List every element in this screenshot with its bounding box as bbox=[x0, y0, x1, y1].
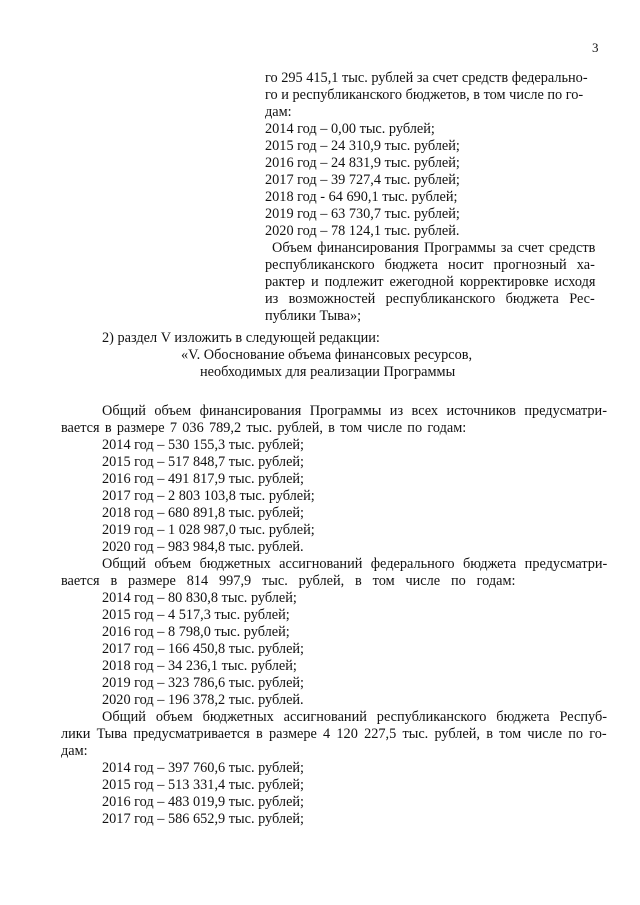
section-heading-line-2: необходимых для реализации Программы bbox=[200, 364, 456, 380]
body-line-9: 2020 год – 983 984,8 тыс. рублей. bbox=[102, 539, 304, 555]
top-line-10: 2020 год – 78 124,1 тыс. рублей. bbox=[265, 223, 460, 239]
top-line-14: из возможностей республиканского бюджета Рес- bbox=[265, 291, 595, 307]
body-line-2: вается в размере 7 036 789,2 тыс. рублей, в том числе по годам: bbox=[61, 420, 467, 436]
top-line-6: 2016 год – 24 831,9 тыс. рублей; bbox=[265, 155, 460, 171]
body-line-8: 2019 год – 1 028 987,0 тыс. рублей; bbox=[102, 522, 315, 538]
body-line-10: Общий объем бюджетных ассигнований федерального бюджета предусматри- bbox=[102, 556, 608, 572]
top-line-12: республиканского бюджета носит прогнозный ха- bbox=[265, 257, 595, 273]
body-line-15: 2017 год – 166 450,8 тыс. рублей; bbox=[102, 641, 305, 657]
amendment-line: 2) раздел V изложить в следующей редакции: bbox=[102, 330, 380, 346]
top-line-8: 2018 год - 64 690,1 тыс. рублей; bbox=[265, 189, 458, 205]
body-line-1: Общий объем финансирования Программы из всех источников предусматри- bbox=[102, 403, 607, 419]
body-line-21: дам: bbox=[61, 743, 88, 759]
body-line-12: 2014 год – 80 830,8 тыс. рублей; bbox=[102, 590, 297, 606]
body-line-3: 2014 год – 530 155,3 тыс. рублей; bbox=[102, 437, 305, 453]
body-line-17: 2019 год – 323 786,6 тыс. рублей; bbox=[102, 675, 305, 691]
body-line-6: 2017 год – 2 803 103,8 тыс. рублей; bbox=[102, 488, 315, 504]
top-line-9: 2019 год – 63 730,7 тыс. рублей; bbox=[265, 206, 460, 222]
top-line-5: 2015 год – 24 310,9 тыс. рублей; bbox=[265, 138, 460, 154]
body-line-23: 2015 год – 513 331,4 тыс. рублей; bbox=[102, 777, 305, 793]
body-line-5: 2016 год – 491 817,9 тыс. рублей; bbox=[102, 471, 305, 487]
top-line-1: го 295 415,1 тыс. рублей за счет средств федерально- bbox=[265, 70, 588, 86]
body-line-24: 2016 год – 483 019,9 тыс. рублей; bbox=[102, 794, 305, 810]
top-line-11: Объем финансирования Программы за счет средств bbox=[272, 240, 596, 256]
body-line-18: 2020 год – 196 378,2 тыс. рублей. bbox=[102, 692, 304, 708]
body-line-25: 2017 год – 586 652,9 тыс. рублей; bbox=[102, 811, 305, 827]
section-heading-line-1: «V. Обоснование объема финансовых ресурсов, bbox=[181, 347, 473, 363]
body-line-11: вается в размере 814 997,9 тыс. рублей, в том числе по годам: bbox=[61, 573, 516, 589]
body-line-14: 2016 год – 8 798,0 тыс. рублей; bbox=[102, 624, 290, 640]
body-line-4: 2015 год – 517 848,7 тыс. рублей; bbox=[102, 454, 305, 470]
body-line-7: 2018 год – 680 891,8 тыс. рублей; bbox=[102, 505, 305, 521]
top-line-3: дам: bbox=[265, 104, 292, 120]
top-line-2: го и республиканского бюджетов, в том числе по го- bbox=[265, 87, 584, 103]
page-number: 3 bbox=[592, 40, 599, 55]
top-line-7: 2017 год – 39 727,4 тыс. рублей; bbox=[265, 172, 460, 188]
body-line-22: 2014 год – 397 760,6 тыс. рублей; bbox=[102, 760, 305, 776]
body-line-13: 2015 год – 4 517,3 тыс. рублей; bbox=[102, 607, 290, 623]
top-line-4: 2014 год – 0,00 тыс. рублей; bbox=[265, 121, 435, 137]
top-line-15: публики Тыва»; bbox=[265, 308, 362, 324]
body-line-19: Общий объем бюджетных ассигнований республиканского бюджета Респуб- bbox=[102, 709, 607, 725]
body-line-20: лики Тыва предусматривается в размере 4 120 227,5 тыс. рублей, в том числе по го- bbox=[61, 726, 607, 742]
top-line-13: рактер и подлежит ежегодной корректировке исходя bbox=[265, 274, 596, 290]
body-line-16: 2018 год – 34 236,1 тыс. рублей; bbox=[102, 658, 297, 674]
